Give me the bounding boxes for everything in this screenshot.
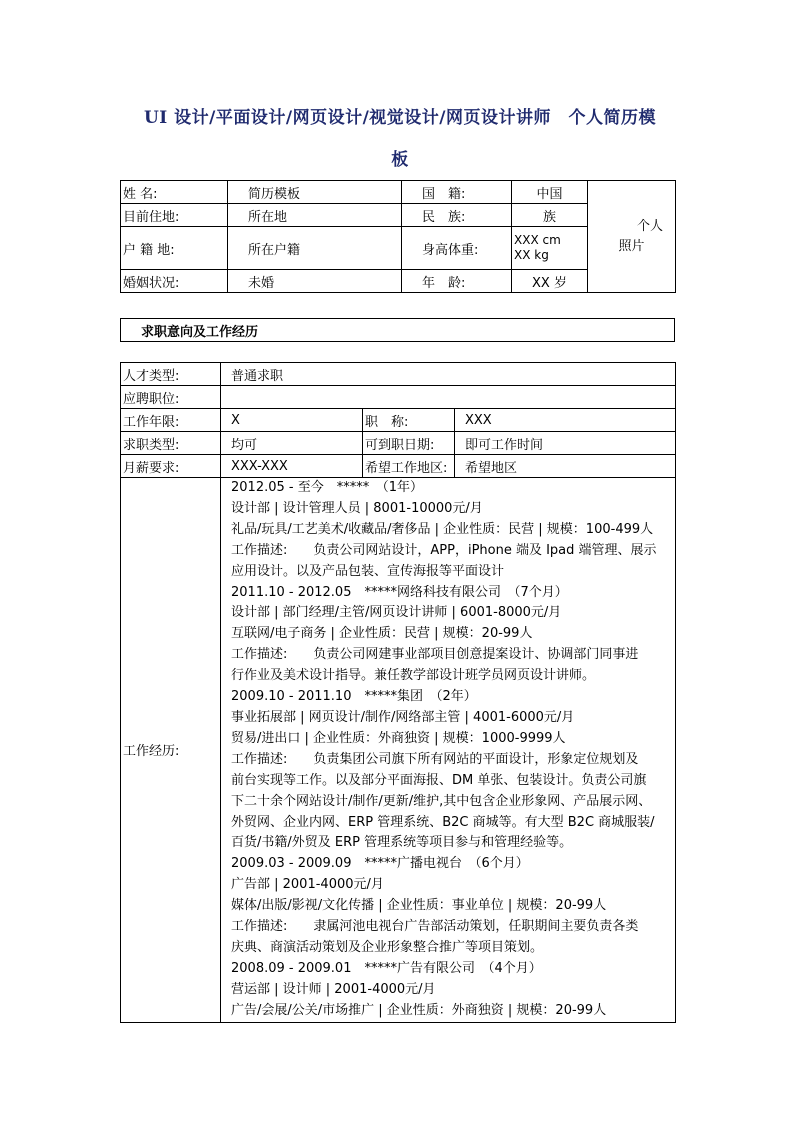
title-value: XXX: [455, 409, 676, 432]
experience-line: 营运部 | 设计师 | 2001-4000元/月: [231, 981, 436, 997]
document-title-continued: 板: [391, 150, 409, 170]
ethnicity-label: 民 族:: [402, 204, 512, 227]
experience-lines: [231, 478, 675, 1022]
experience-line: 设计部 | 部门经理/主管/网页设计讲师 | 6001-8000元/月: [231, 605, 562, 621]
nationality-value: 中国: [512, 181, 588, 204]
residence-value: 所在地: [228, 204, 402, 227]
experience-line: 互联网/电子商务 | 企业性质：民营 | 规模：20-99人: [231, 626, 533, 642]
marital-value: 未婚: [228, 270, 402, 293]
weight-value: XX kg: [514, 248, 549, 262]
section-heading: 求职意向及工作经历: [121, 319, 675, 342]
experience-line: 广告/会展/公关/市场推广 | 企业性质：外商独资 | 规模：20-99人: [231, 1002, 607, 1018]
basic-info-table: [120, 180, 676, 293]
experience-line: 工作描述: 负责公司网建事业部项目创意提案设计、协调部门同事进: [231, 647, 639, 663]
experience-line: 贸易/进出口 | 企业性质：外商独资 | 规模：1000-9999人: [231, 730, 566, 746]
experience-line: 设计部 | 设计管理人员 | 8001-10000元/月: [231, 500, 483, 516]
experience-line: 广告部 | 2001-4000元/月: [231, 877, 384, 893]
photo-label-line1: 个人: [636, 218, 663, 234]
experience-line: 下二十余个网站设计/制作/更新/维护,其中包含企业形象网、产品展示网、: [231, 793, 652, 809]
marital-label: 婚姻状况:: [121, 270, 228, 293]
salary-label: 月薪要求:: [121, 455, 221, 478]
hukou-label: 户 籍 地:: [121, 227, 228, 270]
job-intention-table: [120, 362, 676, 1023]
age-label: 年 龄:: [402, 270, 512, 293]
name-label: 姓 名:: [121, 181, 228, 204]
experience-line: 工作描述: 负责公司网站设计，APP，iPhone 端及 Ipad 端管理、展示: [231, 542, 657, 558]
location-label: 希望工作地区:: [363, 455, 455, 478]
talent-type-label: 人才类型:: [121, 363, 221, 386]
age-value: XX 岁: [512, 270, 588, 293]
experience-line: 庆典、商演活动策划及企业形象整合推广等项目策划。: [231, 939, 544, 955]
position-label: 应聘职位:: [121, 386, 221, 409]
years-value: X: [221, 409, 363, 432]
location-value: 希望地区: [455, 455, 676, 478]
nationality-label: 国 籍:: [402, 181, 512, 204]
position-value: [221, 386, 676, 409]
experience-line: 2008.09 - 2009.01 *****广告有限公司 （4个月）: [231, 960, 542, 976]
height-weight-value: [512, 227, 588, 270]
experience-line: 事业拓展部 | 网页设计/制作/网络部主管 | 4001-6000元/月: [231, 709, 575, 725]
hukou-value: 所在户籍: [228, 227, 402, 270]
title-label: 职 称:: [363, 409, 455, 432]
experience-line: 行作业及美术设计指导。兼任教学部设计班学员网页设计讲师。: [231, 668, 596, 684]
height-value: XXX cm: [514, 233, 561, 247]
experience-line: 工作描述: 负责集团公司旗下所有网站的平面设计，形象定位规划及: [231, 751, 639, 767]
experience-line: 工作描述: 隶属河池电视台广告部活动策划，任职期间主要负责各类: [231, 919, 639, 935]
experience-content: [221, 478, 676, 1023]
experience-line: 媒体/出版/影视/文化传播 | 企业性质：事业单位 | 规模：20-99人: [231, 898, 607, 914]
seek-type-label: 求职类型:: [121, 432, 221, 455]
salary-value: XXX-XXX: [221, 455, 363, 478]
experience-line: 百货/书籍/外贸及 ERP 管理系统等项目参与和管理经验等。: [231, 835, 573, 851]
name-value: 简历模板: [228, 181, 402, 204]
ethnicity-value: 族: [512, 204, 588, 227]
seek-type-value: 均可: [221, 432, 363, 455]
photo-label-line2: 照片: [618, 238, 645, 254]
experience-line: 礼品/玩具/工艺美术/收藏品/奢侈品 | 企业性质：民营 | 规模：100-499人: [231, 521, 654, 537]
photo-placeholder: [588, 181, 676, 293]
years-label: 工作年限:: [121, 409, 221, 432]
available-value: 即可工作时间: [455, 432, 676, 455]
experience-line: 2009.10 - 2011.10 *****集团 （2年）: [231, 689, 477, 705]
experience-line: 前台实现等工作。以及部分平面海报、DM 单张、包装设计。负责公司旗: [231, 772, 647, 788]
experience-line: 应用设计。以及产品包装、宣传海报等平面设计: [231, 563, 505, 579]
available-label: 可到职日期:: [363, 432, 455, 455]
experience-line: 2011.10 - 2012.05 *****网络科技有限公司 （7个月）: [231, 584, 568, 600]
experience-line: 2012.05 - 至今 ***** （1年）: [231, 480, 423, 495]
body-label: 身高体重:: [402, 227, 512, 270]
document-title: UI 设计/平面设计/网页设计/视觉设计/网页设计讲师 个人简历模: [143, 108, 657, 128]
talent-type-value: 普通求职: [221, 363, 676, 386]
experience-label: 工作经历:: [121, 478, 221, 1023]
residence-label: 目前住地:: [121, 204, 228, 227]
experience-line: 2009.03 - 2009.09 *****广播电视台 （6个月）: [231, 856, 529, 872]
section-header-table: [120, 318, 675, 342]
experience-line: 外贸网、企业内网、ERP 管理系统、B2C 商城等。有大型 B2C 商城服装/: [231, 814, 655, 830]
